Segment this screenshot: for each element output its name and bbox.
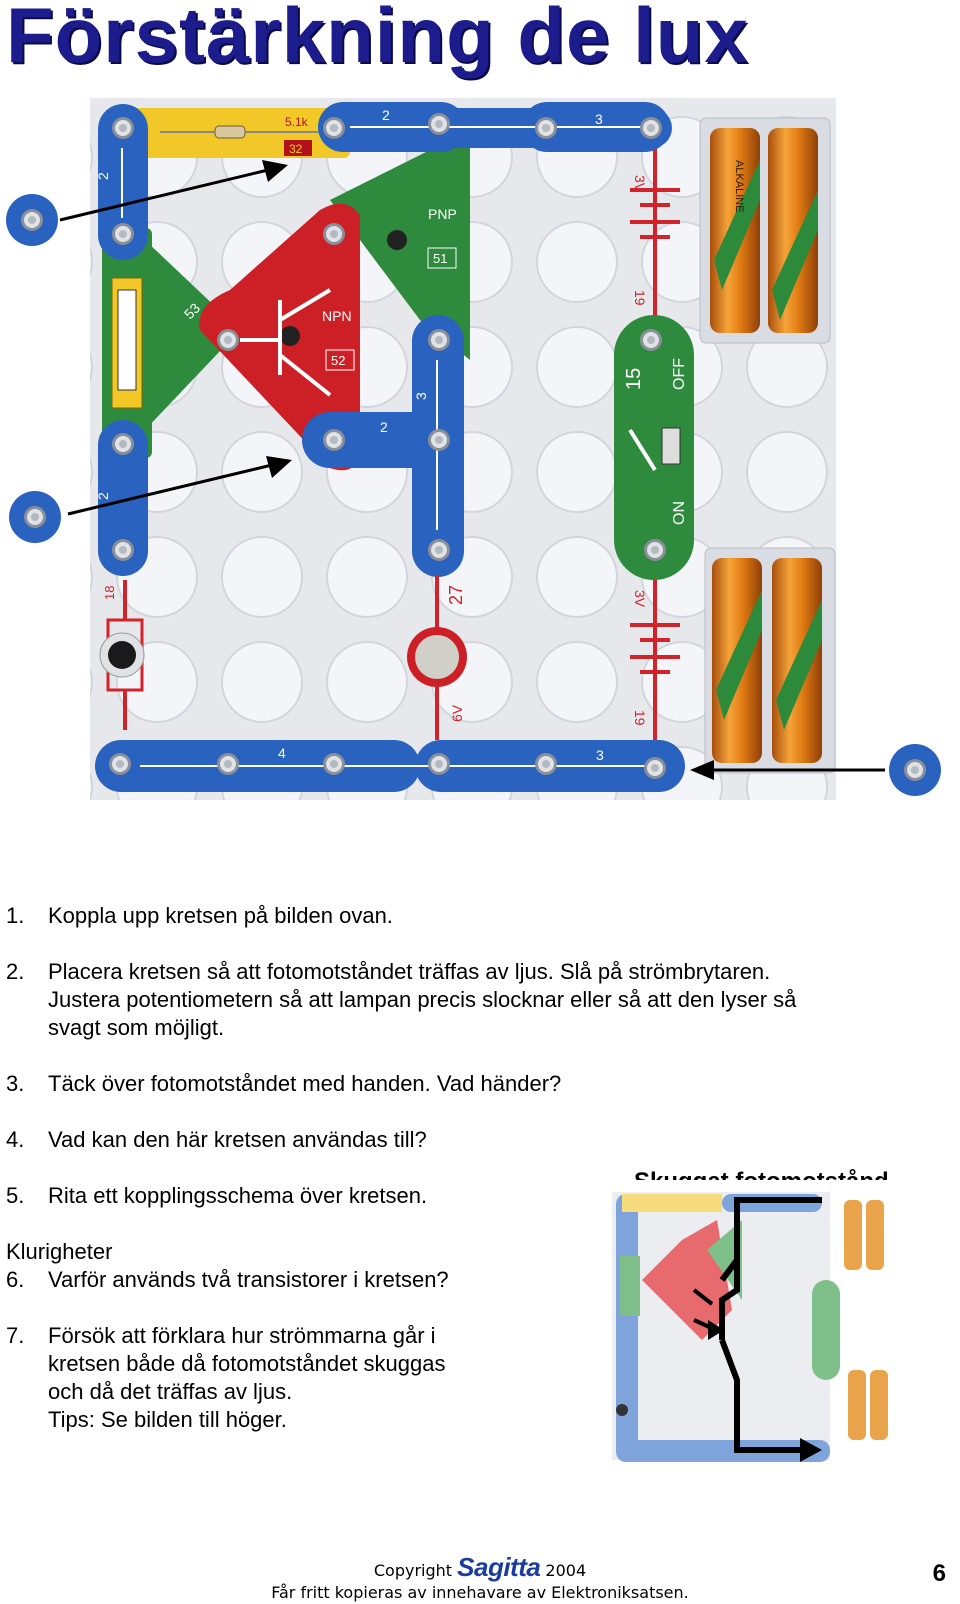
battery-label: ALKALINE bbox=[733, 160, 745, 213]
footer-note: Får fritt kopieras av innehavare av Elektroniksatsen. bbox=[271, 1583, 689, 1602]
svg-text:3: 3 bbox=[595, 111, 603, 127]
svg-text:4: 4 bbox=[278, 745, 286, 761]
svg-text:2: 2 bbox=[380, 419, 388, 435]
svg-text:27: 27 bbox=[446, 584, 466, 605]
svg-text:3V: 3V bbox=[632, 175, 648, 193]
circuit-photo bbox=[0, 90, 960, 810]
svg-text:15: 15 bbox=[623, 367, 645, 390]
page-number: 6 bbox=[932, 1560, 946, 1587]
section-heading: Klurigheter bbox=[6, 1239, 113, 1264]
battery-holder-top bbox=[700, 118, 830, 343]
svg-text:OFF: OFF bbox=[671, 358, 688, 390]
battery-holder-bottom bbox=[705, 548, 835, 773]
svg-text:NPN: NPN bbox=[322, 308, 352, 324]
svg-text:51: 51 bbox=[433, 251, 448, 266]
copyright-line: Copyright Sagitta 2004 bbox=[373, 1552, 587, 1582]
pot-number: 53 bbox=[180, 299, 204, 323]
svg-text:2: 2 bbox=[95, 492, 111, 500]
svg-text:3: 3 bbox=[596, 747, 604, 763]
sagitta-logo: Sagitta bbox=[457, 1552, 541, 1582]
svg-text:6V: 6V bbox=[449, 704, 465, 722]
svg-text:5.1k: 5.1k bbox=[285, 115, 308, 129]
svg-text:32: 32 bbox=[289, 142, 303, 156]
svg-text:2: 2 bbox=[95, 172, 111, 180]
svg-text:PNP: PNP bbox=[428, 206, 457, 222]
shadowed-circuit-figure bbox=[612, 1180, 902, 1470]
svg-text:3V: 3V bbox=[632, 590, 648, 608]
svg-text:ON: ON bbox=[671, 501, 688, 525]
page-title: Förstärkning de lux bbox=[6, 0, 749, 79]
svg-text:19: 19 bbox=[632, 710, 648, 726]
svg-text:3: 3 bbox=[413, 392, 429, 400]
svg-text:52: 52 bbox=[331, 353, 346, 368]
svg-text:19: 19 bbox=[632, 290, 648, 306]
svg-text:2: 2 bbox=[382, 107, 390, 123]
svg-text:18: 18 bbox=[102, 585, 117, 600]
